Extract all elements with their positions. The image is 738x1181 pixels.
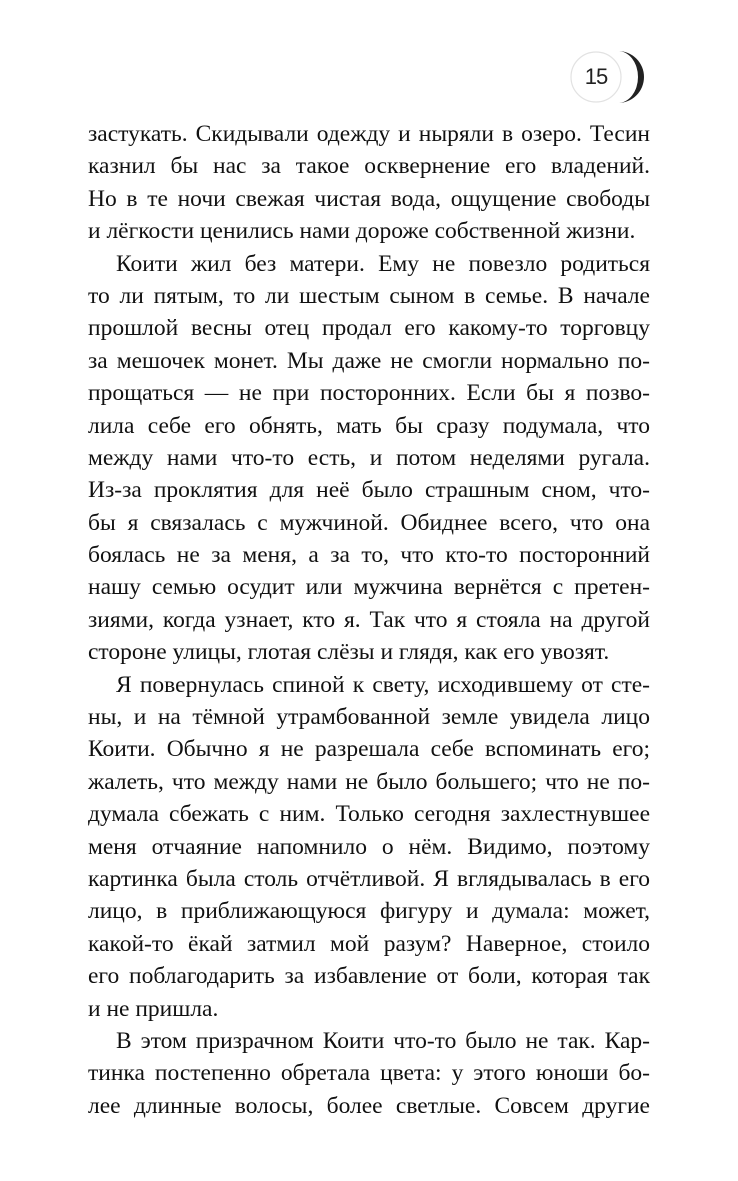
text-line: его поблагодарить за избавление от боли, которая так [88, 963, 650, 990]
text-line: В этом призрачном Коити что-то было не так. Кар- [116, 1027, 650, 1054]
text-line: ны, и на тёмной утрамбованной земле увидела лицо [88, 704, 650, 731]
text-line: то ли пятым, то ли шестым сыном в семье. В начале [88, 282, 650, 309]
page-number: 15 [584, 64, 608, 89]
text-line: картинка была столь отчётливой. Я вглядывалась в его [88, 865, 650, 892]
text-line: Но в те ночи свежая чистая вода, ощущение свободы [88, 185, 650, 212]
text-line: застукать. Скидывали одежду и ныряли в озеро. Тесин [88, 121, 650, 147]
text-line: лила себе его обнять, мать бы сразу подумала, что [88, 412, 650, 439]
text-line: меня отчаяние напомнило о нём. Видимо, поэтому [88, 833, 650, 860]
text-line: Коити жил без матери. Ему не повезло родиться [116, 250, 650, 277]
text-line: Из-за проклятия для неё было страшным сном, что- [88, 477, 650, 504]
text-line: и не пришла. [88, 995, 219, 1022]
text-line: нашу семью осудит или мужчина вернётся с претен- [88, 574, 650, 601]
text-line: Я повернулась спиной к свету, исходившему от сте- [116, 671, 650, 698]
text-line: лее длинные волосы, более светлые. Совсем другие [88, 1092, 650, 1119]
text-line: между нами что-то есть, и потом неделями ругала. [88, 444, 650, 471]
text-line: какой-то ёкай затмил мой разум? Наверное, стоило [88, 930, 650, 957]
text-line: лицо, в приближающуюся фигуру и думала: может, [88, 898, 650, 925]
text-line: прошлой весны отец продал его какому-то торговцу [88, 315, 650, 342]
text-line: прощаться — не при посторонних. Если бы я позво- [88, 380, 650, 407]
text-line: стороне улицы, глотая слёзы и глядя, как его увозят. [88, 639, 610, 666]
text-line: жалеть, что между нами не было большего; что не по- [88, 768, 650, 795]
text-line: боялась не за меня, а за то, что кто-то посторонний [88, 542, 650, 569]
text-line: Коити. Обычно я не разрешала себе вспоминать его; [88, 736, 650, 763]
body-text [88, 118, 650, 1122]
text-line: зиями, когда узнает, кто я. Так что я стояла на другой [88, 606, 650, 633]
text-line: тинка постепенно обретала цвета: у этого юноши бо- [88, 1060, 650, 1087]
text-line: казнил бы нас за такое осквернение его владений. [88, 153, 650, 180]
text-line: думала сбежать с ним. Только сегодня захлестнувшее [88, 801, 650, 828]
text-line: и лёгкости ценились нами дороже собственной жизни. [88, 218, 636, 245]
text-line: бы я связалась с мужчиной. Обиднее всего, что она [88, 509, 650, 536]
page-number-badge [568, 49, 650, 105]
text-line: за мешочек монет. Мы даже не смогли нормально по- [88, 347, 650, 374]
